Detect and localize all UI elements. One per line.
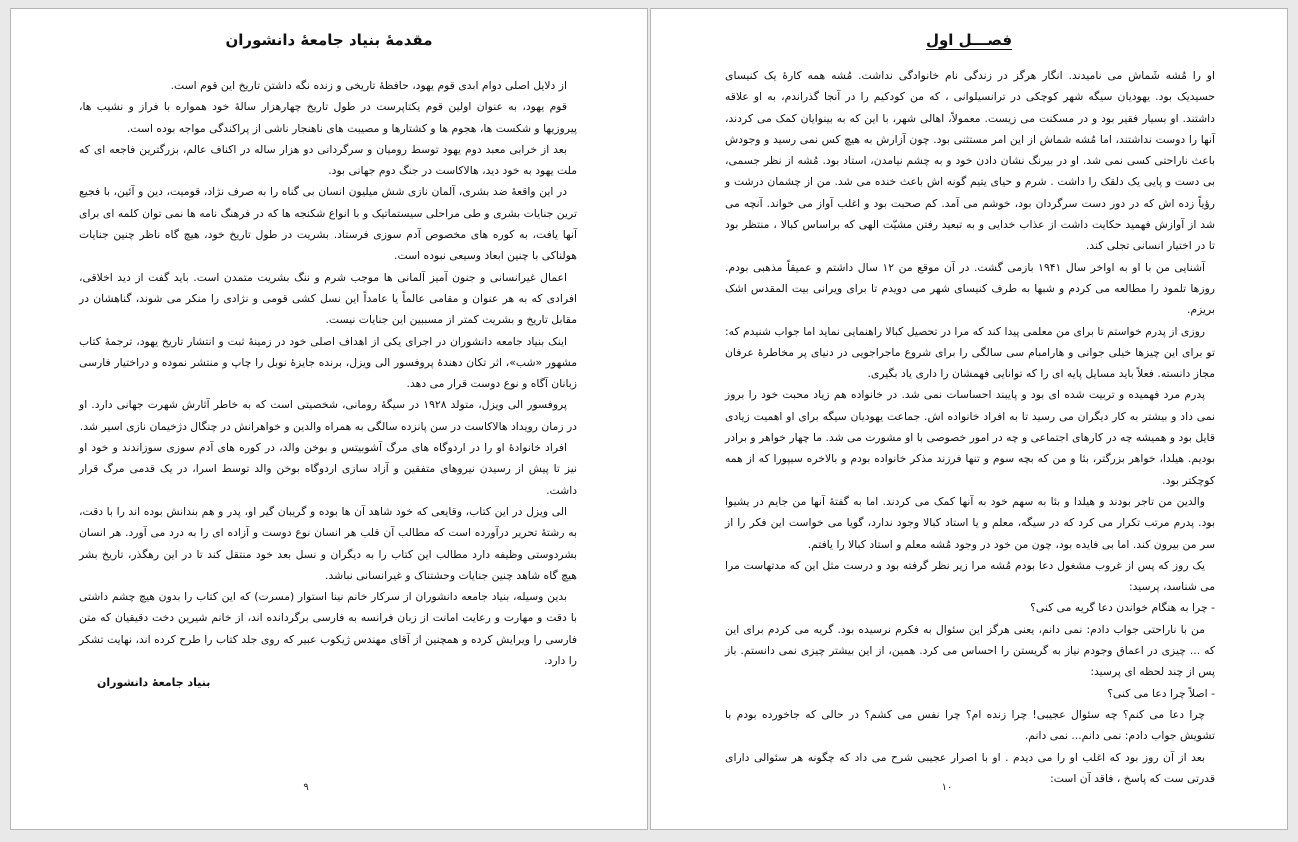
paragraph: چرا دعا می کنم؟ چه سئوال عجیبی! چرا زنده ام؟ چرا نفس می کشم؟ در حالی که جاخورده بودم با تشویش جواب دادم: نمی دانم... نمی دانم.	[725, 707, 1215, 743]
paragraph: آشنایی من با او به اواخر سال ۱۹۴۱ بازمی گشت. در آن موقع من ۱۲ سال داشتم و عمیقاً مذهبی بودم. روزها تلمود را مطالعه می کردم و شبها به طرف کنیسای شهر می دویدم تا برای ویرانی بیت المقدس اشک بریزم.	[725, 260, 1215, 317]
paragraph: من با ناراحتی جواب دادم: نمی دانم، یعنی هرگز این سئوال به فکرم نرسیده بود. گریه می کردم برای این که ... چیزی در اعماق وجودم نیاز به گریستن را احساس می کرد. همین، از این بیشتر چیزی نمی دانستم. باز پس از چند لحظه ای پرسید:	[725, 622, 1215, 679]
paragraph: بعد از خرابی معبد دوم یهود توسط رومیان و سرگردانی دو هزار ساله در اکناف عالم، بزرگترین فاجعه ای که ملت یهود به خود دید، هالاکاست در جنگ دوم جهانی بود.	[79, 142, 577, 178]
paragraph: اینک بنیاد جامعه دانشوران در اجرای یکی از اهداف اصلی خود در زمینهٔ ثبت و انتشار تاریخ یهود، ترجمهٔ کتاب مشهور «شب»، اثر تکان دهندهٔ پروفسور الی ویزل، برنده جایزهٔ نوبل را چاپ و منتشر نموده و دراختیار فارسی زبانان آگاه و نوع دوست قرار می دهد.	[79, 334, 577, 391]
page-title: مقدمهٔ بنیاد جامعهٔ دانشوران	[225, 31, 433, 49]
paragraph: قوم یهود، به عنوان اولین قوم یکتاپرست در طول تاریخ چهارهزار سالهٔ خود همواره با فراز و نشیب ها، پیروزیها و شکست ها، هجوم ها و کشتارها و مصیبت های ناهنجار ناشی از پراکندگی مواجه بوده است.	[79, 100, 577, 135]
paragraph: روزی از پدرم خواستم تا برای من معلمی پیدا کند که مرا در تحصیل کبالا راهنمایی نماید اما جواب شنیدم که: تو برای این چیزها خیلی جوانی و هارامبام سی سالگی را برای شروع ماجراجویی در دنیای پر مخاطرهٔ عرفان مجاز دانسته. فعلاً باید مسایل پایه ای را که توانایی فهمشان را داری یاد بگیری.	[725, 324, 1215, 381]
paragraph: او را مُشه شَماش می نامیدند. انگار هرگز در زندگی نام خانوادگی نداشت. مُشه همه کارهٔ یک کنیسای حسیدیک بود. یهودیان سیگه شهر کوچکی در ترانسیلوانی ، که من کودکیم را در آنجا گذراندم، به او علاقه داشتند. او بسیار فقیر بود و در مسکنت می زیست. معمولاً، اهالی شهر، با این که به بینوایان کمک می کردند، آنها را دوست نداشتند، اما مُشه شماش از این امر مستثنی بود. چون آزارش به هیچ کس نمی رسید و وجودش باعث ناراحتی کسی نمی شد. او در بیرنگ نشان دادن خود و به چشم نیامدن، استاد بود. مُشه از نظر جسمی، بی دست و پایی یک دلقک را داشت . شرم و حیای یتیم گونه اش باعث خنده می شد. من از چشمان درشت و رؤیاً زده اش که در دور دست سرگردان بود، خوشم می آمد. کم صحبت بود و اغلب آواز می خواند. آنچه می شد از آوازش فهمید حکایت داشت از عذاب خدایی و به تبعید رفتن مشیّت الهی که براساس کبالا ، منتظر بود تا در اختیار انسانی تجلی کند.	[725, 69, 1215, 253]
paragraph: بدین وسیله، بنیاد جامعه دانشوران از سرکار خانم نینا استوار (مسرت) که این کتاب را بدون هیچ چشم داشتی با دقت و مهارت و رعایت امانت از زبان فرانسه به فارسی برگردانده اند، از خانم شیرین دخت دقیقیان که متن فارسی را ویرایش کرده و همچنین از آقای مهندس ژیکوب عبیر که روی جلد کتاب را طرح کرده اند، نهایت تشکر را دارد.	[79, 590, 577, 668]
dialogue-line: - چرا به هنگام خواندن دعا گریه می کنی؟	[1030, 601, 1215, 615]
paragraph: یک روز که پس از غروب مشغول دعا بودم مُشه مرا زیر نظر گرفته بود و درست مثل این که مدتهاست مرا می شناسد، پرسید:	[725, 558, 1215, 594]
paragraph: بعد از آن روز بود که اغلب او را می دیدم . او با اصرار عجیبی شرح می داد که چگونه هر سئوالی دارای قدرتی ست که پاسخ ، فاقد آن است:	[725, 750, 1215, 785]
paragraph: اعمال غیرانسانی و جنون آمیز آلمانی ها موجب شرم و ننگ بشریت متمدن است. باید گفت از دید اخلاقی، افرادی که به هر عنوان و مقامی عالماً یا عامداً این نسل کشی قومی و نژادی را منکر می شوند، گناهشان در مقابل تاریخ و بشریت کمتر از مسببین این جنایات نیست.	[79, 270, 577, 327]
left-page	[10, 8, 648, 830]
paragraph: والدین من تاجر بودند و هیلدا و بئا به سهم خود به آنها کمک می کردند. اما به گفتهٔ آنها من جایم در یشیوا بود. پدرم مرتب تکرار می کرد که در سیگه، معلم و یا استاد کبالا وجود ندارد، گویا می خواست این فکر را از سر من بیرون کند. اما بی فایده بود، چون من خود در وجود مُشه معلم و استاد کبالا را یافتم.	[725, 494, 1215, 551]
page-body	[79, 75, 577, 694]
page-body	[725, 65, 1215, 789]
paragraph: در این واقعهٔ ضد بشری، آلمان نازی شش میلیون انسان بی گناه را به صرف نژاد، قومیت، دین و آئین، با فجیع ترین جنایات بشری و طی مراحلی سیستماتیک و با انواع شکنجه ها که در فرهنگ نامه ها نمی توان کلمه ای برای آنها یافت، به کوره های مخصوص آدم سوزی فرستاد. بشریت در طول تاریخ خود، هیچ گاه ناظر چنین جنایات هولناکی با چنین ابعاد وسیعی نبوده است.	[79, 185, 577, 263]
signature: بنیاد جامعهٔ دانشوران	[97, 676, 211, 690]
chapter-title: فصـــل اول	[925, 31, 1013, 49]
paragraph: الی ویزل در این کتاب، وقایعی که خود شاهد آن ها بوده و گریبان گیر او، پدر و هم بندانش بوده اند را با دقت، به رشتهٔ تحریر درآورده است که مطالب آن قلب هر انسان نوع دوست و آزاده ای را به درد می آورد. هر انسان بشردوستی وظیفه دارد مطالب این کتاب را به دیگران و نسل بعد خود منتقل کند تا در این رهگذر، تاریخ بشر هیچ گاه شاهد چنین جنایات وحشتناک و غیرانسانی نباشد.	[79, 504, 577, 582]
page-number: ۱۰	[941, 782, 953, 793]
paragraph: پدرم مرد فهمیده و تربیت شده ای بود و پایبند احساسات نمی شد. در خانواده هم زیاد محبت خود را بروز نمی داد و بیشتر به کار دیگران می رسید تا به افراد خانواده اش. جماعت یهودیان سیگه برای او اهمیت زیادی قایل بود و همیشه چه در کارهای اجتماعی و چه در امور خصوصی با او مشورت می شد. ما چهار خواهر و برادر بودیم. هیلدا، خواهر بزرگتر، بئا و من که بچه سوم و تنها فرزند مذکر خانواده بودم و بالاخره سیپورا که از همه کوچکتر بود.	[724, 388, 1215, 487]
right-page	[650, 8, 1288, 830]
paragraph: افراد خانوادهٔ او را در اردوگاه های مرگ آشوبیتس و بوخن والد، در کوره های آدم سوزی سوزاندند و خود او نیز تا پیش از رسیدن نیروهای متفقین و آزاد سازی اردوگاه بوخن والد توسط اسرا، در یک قدمی مرگ قرار داشت.	[79, 441, 577, 497]
paragraph: پروفسور الی ویزل، متولد ۱۹۲۸ در سیگهٔ رومانی، شخصیتی است که به خاطر آثارش شهرت جهانی دارد. او در زمان رویداد هالاکاست در سن پانزده سالگی به همراه والدین و خواهرانش در چنگال دژخیمان نازی اسیر شد.	[79, 398, 577, 433]
paragraph: از دلایل اصلی دوام ابدی قوم یهود، حافظهٔ تاریخی و زنده نگه داشتن تاریخ این قوم است.	[170, 79, 567, 92]
page-number: ۹	[303, 782, 309, 793]
dialogue-line: - اصلاً چرا دعا می کنی؟	[1107, 686, 1215, 700]
